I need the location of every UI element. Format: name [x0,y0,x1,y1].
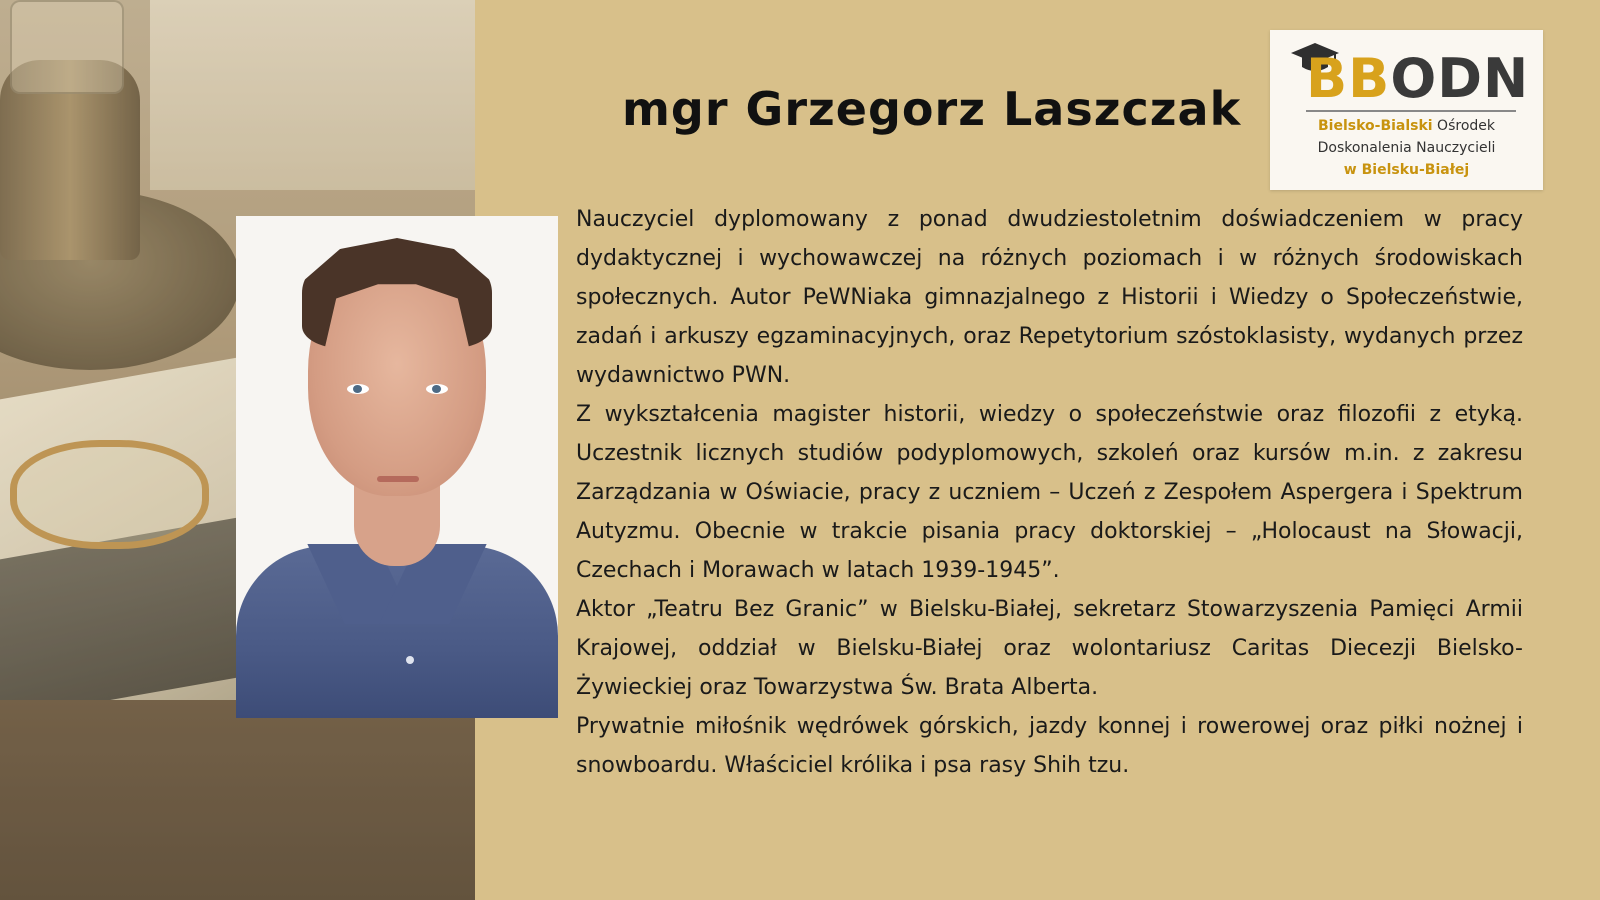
logo-line-1-rest: Ośrodek [1432,118,1495,134]
shirt [236,546,558,718]
logo-odn: ODN [1390,47,1530,110]
left-eye [347,384,369,394]
mouth [377,476,419,482]
bio-paragraph-4: Prywatnie miłośnik wędrówek górskich, jazdy konnej i rowerowej oraz piłki nożnej i snowboardu. Właściciel królika i psa rasy Shih tzu. [576,714,1523,778]
bio-paragraph-1: Nauczyciel dyplomowany z ponad dwudziestoletnim doświadczeniem w pracy dydaktycznej i wychowawczej na różnych poziomach i w różnych środowiskach społecznych. Autor PeWNiaka gimnazjalnego z Historii i Wiedzy o Społeczeństwie, zadań i arkuszy egzaminacyjnych, oraz Repetytorium szóstoklasisty, wydanych przez wydawnictwo PWN. [576,207,1523,388]
page-title: mgr Grzegorz Laszczak [622,82,1242,136]
logo-divider [1306,110,1516,112]
bio-paragraph-2: Z wykształcenia magister historii, wiedzy o społeczeństwie oraz filozofii z etyką. Uczestnik licznych studiów podyplomowych, szkoleń oraz kursów m.in. z zakresu Zarządzania w Oświacie, pracy z uczniem – Uczeń z Zespołem Aspergera i Spektrum Autyzmu. Obecnie w trakcie pisania pracy doktorskiej – „Holocaust na Słowacji, Czechach i Morawach w latach 1939-1945”. [576,402,1523,583]
right-eye [426,384,448,394]
logo-line-2: Doskonalenia Nauczycieli [1317,140,1496,156]
portrait-photo [236,216,558,718]
bbodn-logo [1270,30,1543,190]
logo-bb: BB [1306,47,1391,110]
logo-line-1 [1270,118,1543,134]
logo-line-3: w Bielsku-Białej [1343,162,1470,178]
biography [576,200,1523,785]
shirt-button [406,656,414,664]
logo-line-1-accent: Bielsko-Bialski [1317,118,1433,134]
logo-wordmark [1306,47,1530,110]
bio-paragraph-3: Aktor „Teatru Bez Granic” w Bielsku-Białej, sekretarz Stowarzyszenia Pamięci Armii Krajowej, oddział w Bielsku-Białej oraz wolontariusz Caritas Diecezji Bielsko-Żywieckiej oraz Towarzystwa Św. Brata Alberta. [576,597,1523,700]
